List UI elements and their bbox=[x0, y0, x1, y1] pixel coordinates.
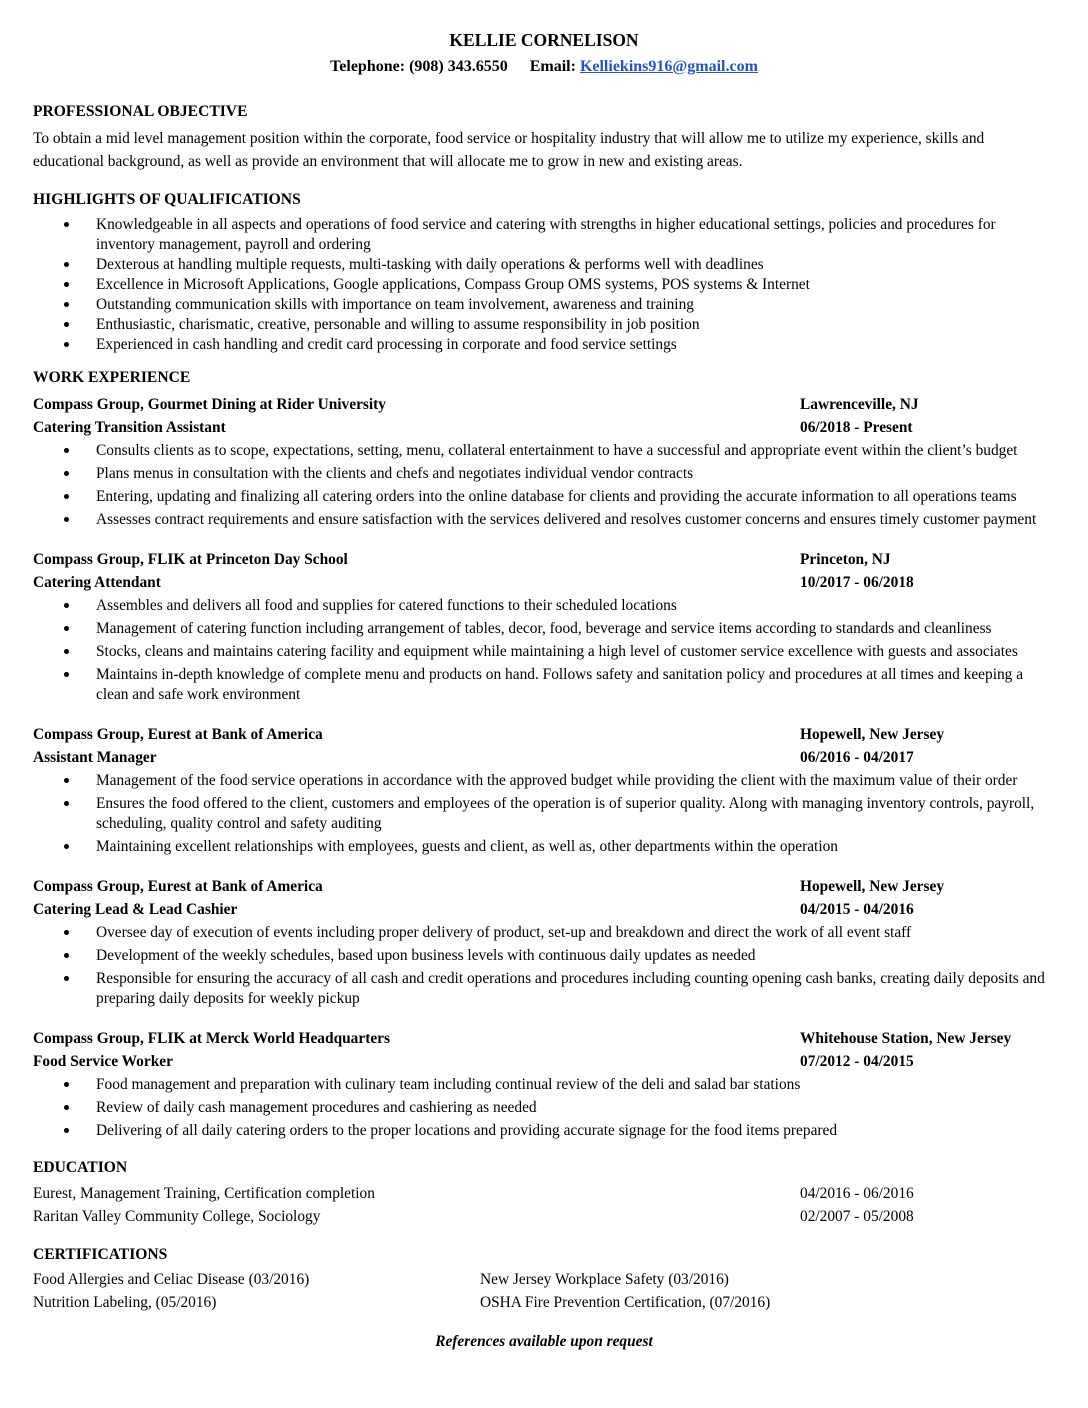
job-bullet: Consults clients as to scope, expectations, setting, menu, collateral entertainment to have a successful and appropriate event within the client’s budget bbox=[33, 441, 1055, 461]
job-bullet: Assesses contract requirements and ensure satisfaction with the services delivered and resolves customer concerns and ensures timely customer payment bbox=[33, 510, 1055, 530]
job-bullet: Oversee day of execution of events including proper delivery of product, set-up and breakdown and direct the work of all event staff bbox=[33, 923, 1055, 943]
certification-row bbox=[33, 1268, 1055, 1291]
job-location: Lawrenceville, NJ bbox=[800, 396, 919, 413]
job-dates: 10/2017 - 06/2018 bbox=[800, 574, 914, 591]
job-title-row bbox=[33, 1050, 1055, 1073]
job-header-row bbox=[33, 548, 1055, 571]
certifications-list bbox=[33, 1268, 1055, 1314]
job-header-row bbox=[33, 1027, 1055, 1050]
education-name: Raritan Valley Community College, Sociology bbox=[33, 1208, 321, 1225]
job-bullet: Management of the food service operations in accordance with the approved budget while providing the client with the maximum value of their order bbox=[33, 771, 1055, 791]
certification-item: OSHA Fire Prevention Certification, (07/2016) bbox=[480, 1294, 771, 1311]
education-dates: 04/2016 - 06/2016 bbox=[800, 1185, 914, 1202]
references-note: References available upon request bbox=[435, 1333, 653, 1350]
job-bullet: Ensures the food offered to the client, customers and employees of the operation is of superior quality. Along with managing inventory controls, payroll, scheduling, quality control and safety auditing bbox=[33, 794, 1055, 834]
job-bullet-list bbox=[33, 771, 1055, 857]
education-dates: 02/2007 - 05/2008 bbox=[800, 1208, 914, 1225]
section-heading-work-experience: WORK EXPERIENCE bbox=[33, 369, 191, 386]
job-location: Hopewell, New Jersey bbox=[800, 726, 945, 743]
job-location: Princeton, NJ bbox=[800, 551, 891, 568]
job-bullet: Responsible for ensuring the accuracy of all cash and credit operations and procedures including counting opening cash banks, creating daily deposits and preparing daily deposits for weekly pickup bbox=[33, 969, 1055, 1009]
objective-text: To obtain a mid level management position within the corporate, food service or hospitality industry that will allow me to utilize my experience, skills and educational background, as well as provide an environment that will allocate me to grow in new and existing areas. bbox=[33, 130, 985, 170]
certification-item: New Jersey Workplace Safety (03/2016) bbox=[480, 1271, 729, 1288]
telephone-label: Telephone: bbox=[330, 58, 406, 75]
job-bullet-list bbox=[33, 596, 1055, 705]
contact-line bbox=[33, 54, 1055, 79]
job-entry bbox=[33, 1027, 1055, 1141]
qualification-item: Enthusiastic, charismatic, creative, personable and willing to assume responsibility in job position bbox=[33, 315, 1055, 335]
job-title-row bbox=[33, 571, 1055, 594]
certification-row bbox=[33, 1291, 1055, 1314]
job-bullet: Maintains in-depth knowledge of complete menu and products on hand. Follows safety and sanitation policy and procedures at all times and keeping a clean and safe work environment bbox=[33, 665, 1055, 705]
job-title-row bbox=[33, 746, 1055, 769]
job-bullet-list bbox=[33, 441, 1055, 530]
job-bullet: Entering, updating and finalizing all catering orders into the online database for clients and providing the accurate information to all operations teams bbox=[33, 487, 1055, 507]
qualification-item: Experienced in cash handling and credit card processing in corporate and food service settings bbox=[33, 335, 1055, 355]
job-company: Compass Group, Eurest at Bank of America bbox=[33, 878, 323, 895]
job-title: Food Service Worker bbox=[33, 1053, 173, 1070]
candidate-name: KELLIE CORNELISON bbox=[449, 30, 639, 50]
job-title: Catering Attendant bbox=[33, 574, 161, 591]
job-bullet: Stocks, cleans and maintains catering facility and equipment while maintaining a high level of customer service excellence with guests and associates bbox=[33, 642, 1055, 662]
job-location: Whitehouse Station, New Jersey bbox=[800, 1030, 1012, 1047]
section-heading-objective: PROFESSIONAL OBJECTIVE bbox=[33, 103, 248, 120]
job-dates: 06/2016 - 04/2017 bbox=[800, 749, 914, 766]
education-list bbox=[33, 1182, 1055, 1228]
education-name: Eurest, Management Training, Certification completion bbox=[33, 1185, 375, 1202]
job-company: Compass Group, Eurest at Bank of America bbox=[33, 726, 323, 743]
job-entry bbox=[33, 875, 1055, 1009]
section-heading-qualifications: HIGHLIGHTS OF QUALIFICATIONS bbox=[33, 191, 301, 208]
job-bullet: Development of the weekly schedules, based upon business levels with continuous daily updates as needed bbox=[33, 946, 1055, 966]
job-bullet: Management of catering function including arrangement of tables, decor, food, beverage and service items according to standards and cleanliness bbox=[33, 619, 1055, 639]
qualification-item: Excellence in Microsoft Applications, Google applications, Compass Group OMS systems, POS systems & Internet bbox=[33, 275, 1055, 295]
job-company: Compass Group, FLIK at Merck World Headquarters bbox=[33, 1030, 390, 1047]
job-bullet: Assembles and delivers all food and supplies for catered functions to their scheduled locations bbox=[33, 596, 1055, 616]
qualification-item: Knowledgeable in all aspects and operations of food service and catering with strengths in higher educational settings, policies and procedures for inventory management, payroll and ordering bbox=[33, 215, 1055, 255]
job-company: Compass Group, Gourmet Dining at Rider University bbox=[33, 396, 386, 413]
job-bullet: Food management and preparation with culinary team including continual review of the deli and salad bar stations bbox=[33, 1075, 1055, 1095]
job-title-row bbox=[33, 416, 1055, 439]
job-entry bbox=[33, 393, 1055, 530]
job-entry bbox=[33, 723, 1055, 857]
certification-item: Nutrition Labeling, (05/2016) bbox=[33, 1294, 217, 1311]
email-label: Email: bbox=[529, 58, 576, 75]
job-entry bbox=[33, 548, 1055, 705]
section-heading-certifications: CERTIFICATIONS bbox=[33, 1246, 168, 1263]
job-title: Assistant Manager bbox=[33, 749, 157, 766]
job-header-row bbox=[33, 723, 1055, 746]
telephone-number: (908) 343.6550 bbox=[409, 58, 508, 75]
email-link[interactable]: Kelliekins916@gmail.com bbox=[579, 58, 758, 75]
job-dates: 07/2012 - 04/2015 bbox=[800, 1053, 914, 1070]
job-bullet: Review of daily cash management procedures and cashiering as needed bbox=[33, 1098, 1055, 1118]
job-bullet: Plans menus in consultation with the clients and chefs and negotiates individual vendor contracts bbox=[33, 464, 1055, 484]
certification-item: Food Allergies and Celiac Disease (03/2016) bbox=[33, 1271, 310, 1288]
job-dates: 04/2015 - 04/2016 bbox=[800, 901, 914, 918]
qualifications-list bbox=[33, 215, 1055, 355]
job-header-row bbox=[33, 393, 1055, 416]
job-title-row bbox=[33, 898, 1055, 921]
qualification-item: Outstanding communication skills with importance on team involvement, awareness and training bbox=[33, 295, 1055, 315]
qualification-item: Dexterous at handling multiple requests, multi-tasking with daily operations & performs well with deadlines bbox=[33, 255, 1055, 275]
job-bullet-list bbox=[33, 923, 1055, 1009]
job-bullet-list bbox=[33, 1075, 1055, 1141]
job-bullet: Maintaining excellent relationships with employees, guests and client, as well as, other departments within the operation bbox=[33, 837, 1055, 857]
job-title: Catering Lead & Lead Cashier bbox=[33, 901, 238, 918]
education-row bbox=[33, 1205, 1055, 1228]
job-header-row bbox=[33, 875, 1055, 898]
section-heading-education: EDUCATION bbox=[33, 1159, 128, 1176]
job-bullet: Delivering of all daily catering orders to the proper locations and providing accurate signage for the food items prepared bbox=[33, 1121, 1055, 1141]
job-title: Catering Transition Assistant bbox=[33, 419, 226, 436]
job-dates: 06/2018 - Present bbox=[800, 419, 913, 436]
job-location: Hopewell, New Jersey bbox=[800, 878, 945, 895]
job-company: Compass Group, FLIK at Princeton Day School bbox=[33, 551, 348, 568]
education-row bbox=[33, 1182, 1055, 1205]
